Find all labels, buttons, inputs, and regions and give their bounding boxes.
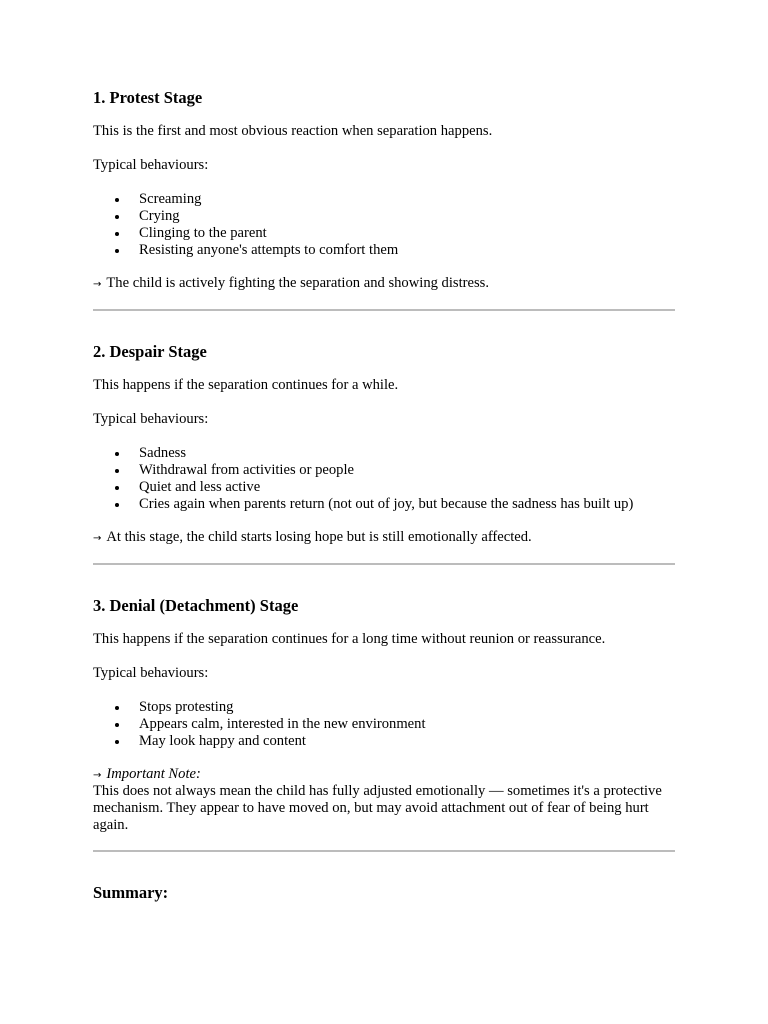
important-note-text: This does not always mean the child has fully adjusted emotionally — sometimes it's a protective mechanism. They appear to have moved on, but may avoid attachment out of fear of being hurt again.: [93, 783, 662, 833]
section-heading: 3. Denial (Detachment) Stage: [93, 596, 299, 615]
behaviours-label: Typical behaviours:: [93, 665, 209, 681]
section-intro: This is the first and most obvious reaction when separation happens.: [93, 123, 493, 139]
list-item: Resisting anyone's attempts to comfort them: [139, 242, 399, 258]
section-heading: 2. Despair Stage: [93, 342, 207, 361]
summary-section: [93, 883, 675, 903]
summary-heading: Summary:: [93, 883, 169, 902]
section-conclusion: [93, 529, 532, 547]
list-item: Crying: [139, 208, 398, 225]
section-intro: This happens if the separation continues for a while.: [93, 377, 399, 393]
arrow-icon: →: [93, 770, 102, 781]
behaviours-list: [93, 699, 426, 750]
important-note-label: [93, 766, 201, 784]
note-label-text: Important Note:: [106, 766, 201, 782]
list-item: Stops protesting: [139, 699, 426, 716]
conclusion-text: The child is actively fighting the separation and showing distress.: [106, 275, 489, 291]
behaviours-list: [93, 445, 699, 513]
section-conclusion: [93, 275, 489, 293]
list-item: Withdrawal from activities or people: [139, 462, 699, 479]
section-divider: [93, 309, 675, 311]
arrow-icon: →: [93, 279, 102, 290]
section-divider: [93, 850, 675, 852]
list-item: Screaming: [139, 191, 398, 208]
list-item: Sadness: [139, 445, 699, 462]
despair-stage-section: [93, 342, 675, 545]
arrow-icon: →: [93, 533, 102, 544]
list-item: Cries again when parents return (not out of joy, but because the sadness has built up): [139, 496, 699, 513]
section-heading: 1. Protest Stage: [93, 88, 203, 107]
conclusion-text: At this stage, the child starts losing hope but is still emotionally affected.: [106, 529, 532, 545]
list-item: Clinging to the parent: [139, 225, 398, 242]
list-item: Appears calm, interested in the new environment: [139, 716, 426, 732]
list-item: Quiet and less active: [139, 479, 699, 496]
protest-stage-section: [93, 88, 675, 291]
section-intro: This happens if the separation continues for a long time without reunion or reassurance.: [93, 631, 606, 647]
list-item: May look happy and content: [139, 733, 426, 750]
behaviours-label: Typical behaviours:: [93, 157, 209, 173]
behaviours-label: Typical behaviours:: [93, 411, 209, 427]
section-divider: [93, 563, 675, 565]
denial-stage-section: [93, 596, 675, 833]
behaviours-list: [93, 191, 398, 259]
